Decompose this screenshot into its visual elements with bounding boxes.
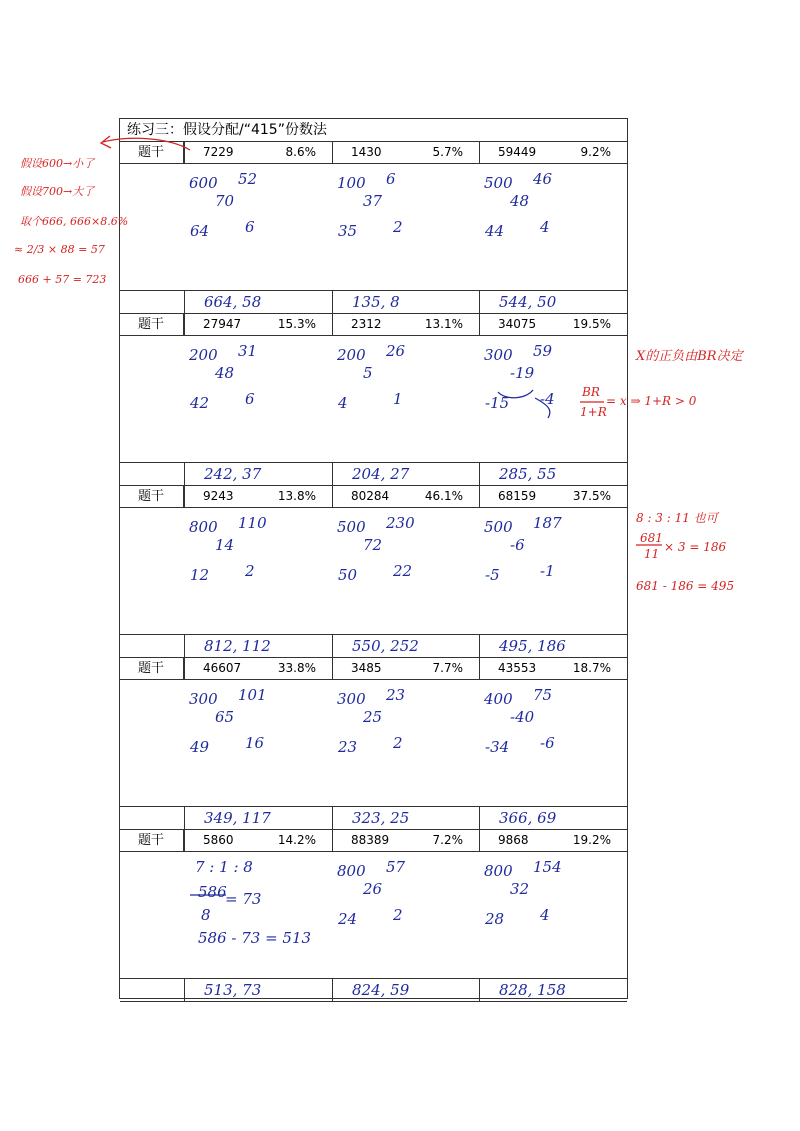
row-label: 题干 bbox=[120, 314, 184, 335]
handwritten-work: 44 bbox=[485, 222, 505, 240]
handwritten-work: -4 bbox=[540, 390, 555, 408]
handwritten-work: 24 bbox=[338, 910, 358, 928]
handwritten-work: 70 bbox=[215, 192, 235, 210]
problem-number: 3485 bbox=[351, 661, 382, 675]
handwritten-work: 48 bbox=[510, 192, 530, 210]
handwritten-work: 500 bbox=[484, 518, 513, 536]
handwritten-work: 300 bbox=[189, 690, 218, 708]
handwritten-work: 300 bbox=[484, 346, 513, 364]
handwritten-work: -19 bbox=[510, 364, 535, 382]
problem-number: 9868 bbox=[498, 833, 529, 847]
handwritten-work: 16 bbox=[245, 734, 265, 752]
margin-note: 681 - 186 = 495 bbox=[636, 579, 735, 593]
handwritten-work: 101 bbox=[238, 686, 267, 704]
handwritten-answer: 135, 8 bbox=[352, 293, 400, 311]
problem-percentage: 13.1% bbox=[424, 317, 463, 331]
problem-percentage: 13.8% bbox=[277, 489, 316, 503]
handwritten-answer: 550, 252 bbox=[352, 637, 419, 655]
handwritten-work: 23 bbox=[338, 738, 358, 756]
handwritten-work: 400 bbox=[484, 690, 513, 708]
handwritten-work: 37 bbox=[363, 192, 383, 210]
handwritten-work: -40 bbox=[510, 708, 535, 726]
handwritten-work: 52 bbox=[238, 170, 258, 188]
handwritten-work: -15 bbox=[485, 394, 510, 412]
handwritten-answer: 544, 50 bbox=[499, 293, 557, 311]
handwritten-answer: 242, 37 bbox=[204, 465, 262, 483]
handwritten-work: -34 bbox=[485, 738, 510, 756]
problem-number: 80284 bbox=[351, 489, 390, 503]
problem-percentage: 7.7% bbox=[432, 661, 463, 675]
problem-number: 27947 bbox=[203, 317, 242, 331]
problem-percentage: 37.5% bbox=[572, 489, 611, 503]
handwritten-work: 6 bbox=[245, 390, 255, 408]
blue-curve-mark bbox=[498, 390, 533, 398]
handwritten-work: 100 bbox=[337, 174, 366, 192]
margin-note: X的正负由BR决定 bbox=[636, 349, 743, 364]
row-label: 题干 bbox=[120, 830, 184, 851]
handwritten-answer: 495, 186 bbox=[499, 637, 566, 655]
handwritten-work: -5 bbox=[485, 566, 500, 584]
margin-note: 666 + 57 = 723 bbox=[18, 273, 107, 286]
margin-note: = x ⇒ 1+R > 0 bbox=[606, 394, 697, 408]
red-arrow-stroke bbox=[103, 138, 190, 150]
problem-number: 46607 bbox=[203, 661, 242, 675]
handwritten-work: 2 bbox=[393, 218, 403, 236]
handwritten-work: 500 bbox=[337, 518, 366, 536]
handwritten-work: 31 bbox=[238, 342, 258, 360]
problem-percentage: 19.5% bbox=[572, 317, 611, 331]
handwritten-work: 35 bbox=[338, 222, 358, 240]
problem-number: 68159 bbox=[498, 489, 537, 503]
problem-percentage: 9.2% bbox=[580, 145, 611, 159]
margin-note: 取个666, 666×8.6% bbox=[20, 215, 129, 228]
handwritten-work: 22 bbox=[393, 562, 413, 580]
margin-note: BR bbox=[582, 385, 600, 399]
problem-percentage: 7.2% bbox=[432, 833, 463, 847]
handwritten-work: 50 bbox=[338, 566, 358, 584]
handwritten-answer: 812, 112 bbox=[204, 637, 271, 655]
handwritten-work: 800 bbox=[189, 518, 218, 536]
handwritten-work: 48 bbox=[215, 364, 235, 382]
handwritten-work: 2 bbox=[393, 906, 403, 924]
handwritten-work: 59 bbox=[533, 342, 553, 360]
red-arrow-head bbox=[101, 136, 111, 148]
margin-note: 11 bbox=[644, 547, 660, 561]
handwritten-work: 4 bbox=[540, 906, 550, 924]
margin-note: 假设600→小了 bbox=[20, 157, 95, 170]
handwritten-work: 8 bbox=[201, 906, 211, 924]
handwritten-work: 75 bbox=[533, 686, 553, 704]
handwritten-work: 2 bbox=[393, 734, 403, 752]
handwritten-work: 154 bbox=[533, 858, 562, 876]
problem-number: 88389 bbox=[351, 833, 390, 847]
handwritten-work: 72 bbox=[363, 536, 383, 554]
handwritten-answer: 323, 25 bbox=[352, 809, 410, 827]
handwritten-work: -1 bbox=[540, 562, 555, 580]
handwritten-answer: 828, 158 bbox=[499, 981, 566, 999]
handwritten-work: 28 bbox=[485, 910, 505, 928]
row-label: 题干 bbox=[120, 142, 184, 163]
handwritten-work: -6 bbox=[510, 536, 525, 554]
handwritten-work: 1 bbox=[393, 390, 403, 408]
handwritten-answer: 349, 117 bbox=[204, 809, 271, 827]
handwritten-work: 32 bbox=[510, 880, 530, 898]
handwritten-work: 230 bbox=[386, 514, 415, 532]
handwritten-work: 26 bbox=[363, 880, 383, 898]
problem-number: 7229 bbox=[203, 145, 234, 159]
problem-percentage: 19.2% bbox=[572, 833, 611, 847]
problem-number: 9243 bbox=[203, 489, 234, 503]
worksheet-title: 练习三：假设分配/“415”份数法 bbox=[120, 119, 627, 142]
handwritten-work: 187 bbox=[533, 514, 562, 532]
handwritten-answer: 285, 55 bbox=[499, 465, 557, 483]
handwritten-work: 25 bbox=[363, 708, 383, 726]
handwritten-work: 64 bbox=[190, 222, 210, 240]
handwritten-work: 57 bbox=[386, 858, 406, 876]
handwritten-work: 300 bbox=[337, 690, 366, 708]
problem-number: 59449 bbox=[498, 145, 537, 159]
problem-percentage: 14.2% bbox=[277, 833, 316, 847]
problem-number: 1430 bbox=[351, 145, 382, 159]
problem-percentage: 33.8% bbox=[277, 661, 316, 675]
handwritten-work: 586 - 73 = 513 bbox=[198, 929, 312, 947]
handwritten-work: 200 bbox=[337, 346, 366, 364]
handwritten-work: 200 bbox=[189, 346, 218, 364]
problem-percentage: 15.3% bbox=[277, 317, 316, 331]
handwritten-work: 42 bbox=[190, 394, 210, 412]
handwritten-work: 586 bbox=[198, 883, 227, 901]
handwritten-work: 46 bbox=[533, 170, 553, 188]
handwritten-answer: 513, 73 bbox=[204, 981, 262, 999]
margin-note: 假设700→大了 bbox=[20, 185, 95, 198]
handwritten-answer: 366, 69 bbox=[499, 809, 557, 827]
margin-note: ≈ 2/3 × 88 = 57 bbox=[14, 243, 105, 256]
handwritten-work: 4 bbox=[338, 394, 348, 412]
blue-bracket-mark bbox=[535, 398, 550, 418]
handwritten-work: 110 bbox=[238, 514, 267, 532]
handwritten-work: 7 : 1 : 8 bbox=[195, 858, 253, 876]
margin-note: 1+R bbox=[580, 405, 607, 419]
problem-percentage: 18.7% bbox=[572, 661, 611, 675]
problem-number: 34075 bbox=[498, 317, 537, 331]
handwritten-work: 600 bbox=[189, 174, 218, 192]
handwritten-work: = 73 bbox=[225, 890, 262, 908]
handwritten-work: 2 bbox=[245, 562, 255, 580]
handwritten-work: -6 bbox=[540, 734, 555, 752]
handwritten-work: 14 bbox=[215, 536, 235, 554]
row-label: 题干 bbox=[120, 486, 184, 507]
handwritten-work: 4 bbox=[540, 218, 550, 236]
handwritten-answer: 204, 27 bbox=[352, 465, 410, 483]
handwritten-work: 5 bbox=[363, 364, 373, 382]
handwritten-work: 800 bbox=[337, 862, 366, 880]
handwritten-work: 12 bbox=[190, 566, 210, 584]
handwritten-work: 65 bbox=[215, 708, 235, 726]
row-label: 题干 bbox=[120, 658, 184, 679]
problem-number: 43553 bbox=[498, 661, 537, 675]
margin-note: × 3 = 186 bbox=[664, 540, 727, 554]
handwritten-work: 800 bbox=[484, 862, 513, 880]
handwritten-work: 49 bbox=[190, 738, 210, 756]
problem-number: 5860 bbox=[203, 833, 234, 847]
handwritten-work: 6 bbox=[245, 218, 255, 236]
problem-percentage: 5.7% bbox=[432, 145, 463, 159]
margin-note: 681 bbox=[640, 531, 663, 545]
handwritten-work: 500 bbox=[484, 174, 513, 192]
margin-note: 8 : 3 : 11 也可 bbox=[636, 511, 718, 525]
handwritten-work: 26 bbox=[386, 342, 406, 360]
handwritten-answer: 824, 59 bbox=[352, 981, 410, 999]
handwritten-work: 6 bbox=[386, 170, 396, 188]
handwritten-answer: 664, 58 bbox=[204, 293, 262, 311]
handwritten-work: 23 bbox=[386, 686, 406, 704]
problem-number: 2312 bbox=[351, 317, 382, 331]
problem-percentage: 8.6% bbox=[285, 145, 316, 159]
problem-percentage: 46.1% bbox=[424, 489, 463, 503]
